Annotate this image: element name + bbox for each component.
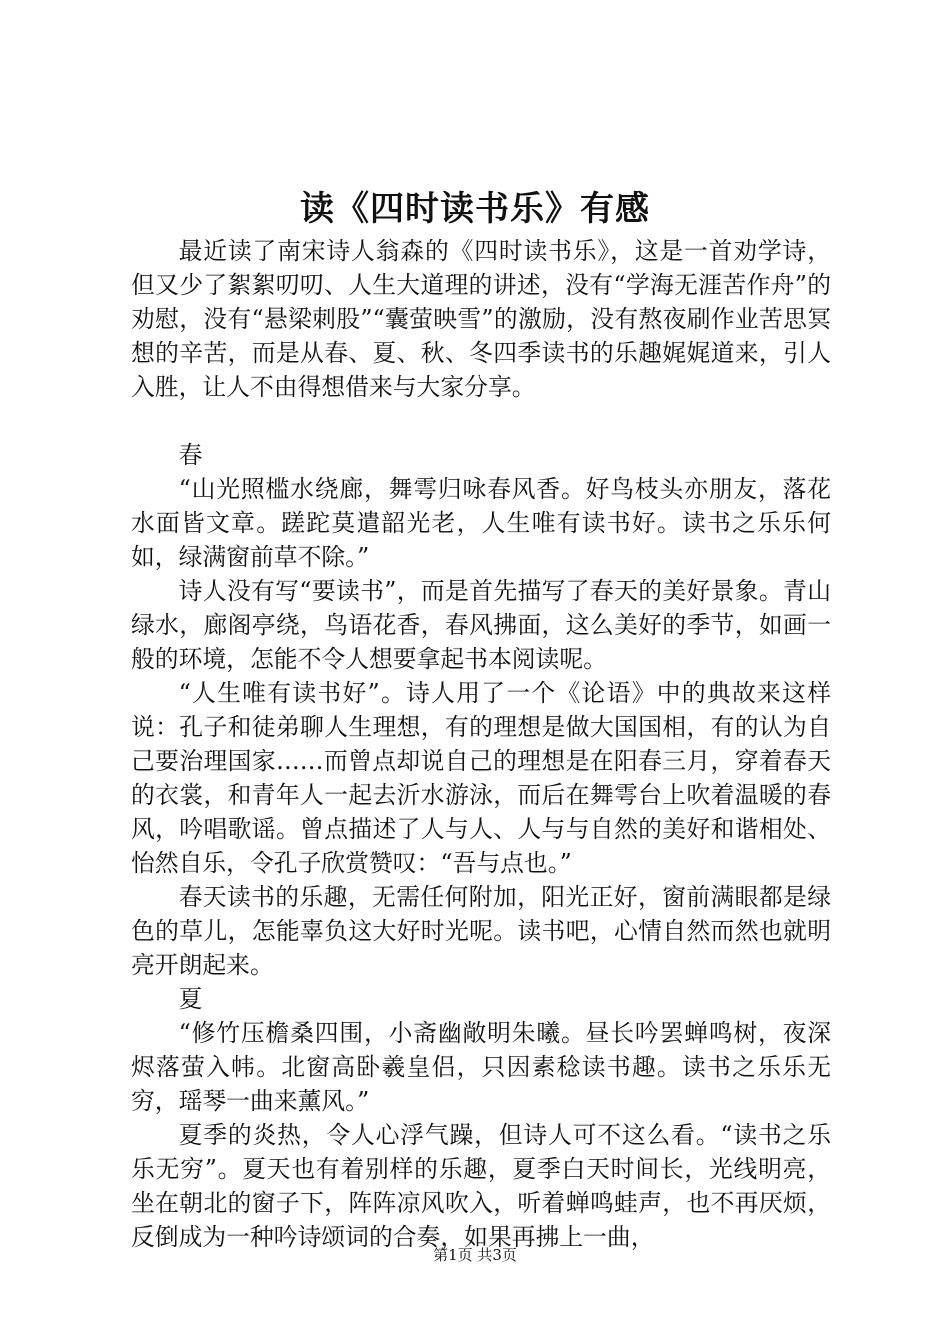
document-body	[131, 234, 831, 1254]
poem-spring: “山光照槛水绕廊，舞雩归咏春风香。好鸟枝头亦朋友，落花水面皆文章。蹉跎莫遣韶光老，人生唯有读书好。读书之乐乐何如，绿满窗前草不除。”	[131, 475, 831, 571]
section-heading-summer: 夏	[178, 985, 203, 1013]
section-heading-spring: 春	[178, 441, 203, 469]
blank-line	[131, 404, 831, 438]
paragraph-summer-1: 夏季的炎热，令人心浮气躁，但诗人可不这么看。“读书之乐乐无穷”。夏天也有着别样的乐趣，夏季白天时间长，光线明亮，坐在朝北的窗子下，阵阵凉风吹入，听着蝉鸣蛙声，也不再厌烦，反倒成为一种吟诗颂词的合奏，如果再拂上一曲，	[131, 1121, 831, 1251]
document-title: 读《四时读书乐》有感	[300, 189, 650, 229]
page-footer: 第1页 共3页	[433, 1246, 517, 1264]
paragraph-spring-1: 诗人没有写“要读书”，而是首先描写了春天的美好景象。青山绿水，廊阁亭绕，鸟语花香，春风拂面，这么美好的季节，如画一般的环境，怎能不令人想要拿起书本阅读呢。	[131, 577, 831, 673]
paragraph-intro: 最近读了南宋诗人翁森的《四时读书乐》，这是一首劝学诗，但又少了絮絮叨叨、人生大道理的讲述，没有“学海无涯苦作舟”的劝慰，没有“悬梁刺股”“囊萤映雪”的激励，没有熬夜刷作业苦思冥想的辛苦，而是从春、夏、秋、冬四季读书的乐趣娓娓道来，引人入胜，让人不由得想借来与大家分享。	[131, 237, 831, 401]
paragraph-spring-2: “人生唯有读书好”。诗人用了一个《论语》中的典故来这样说：孔子和徒弟聊人生理想，有的理想是做大国国相，有的认为自己要治理国家……而曾点却说自己的理想是在阳春三月，穿着春天的衣裳，和青年人一起去沂水游泳，而后在舞雩台上吹着温暖的春风，吟唱歌谣。曾点描述了人与人、人与与自然的美好和谐相处、怡然自乐，令孔子欣赏赞叹：“吾与点也。”	[131, 679, 831, 877]
poem-summer: “修竹压檐桑四围，小斋幽敞明朱曦。昼长吟罢蝉鸣树，夜深烬落萤入帏。北窗高卧羲皇侣，只因素稔读书趣。读书之乐乐无穷，瑶琴一曲来薰风。”	[131, 1019, 831, 1115]
paragraph-spring-3: 春天读书的乐趣，无需任何附加，阳光正好，窗前满眼都是绿色的草儿，怎能辜负这大好时光呢。读书吧，心情自然而然也就明亮开朗起来。	[131, 883, 831, 979]
